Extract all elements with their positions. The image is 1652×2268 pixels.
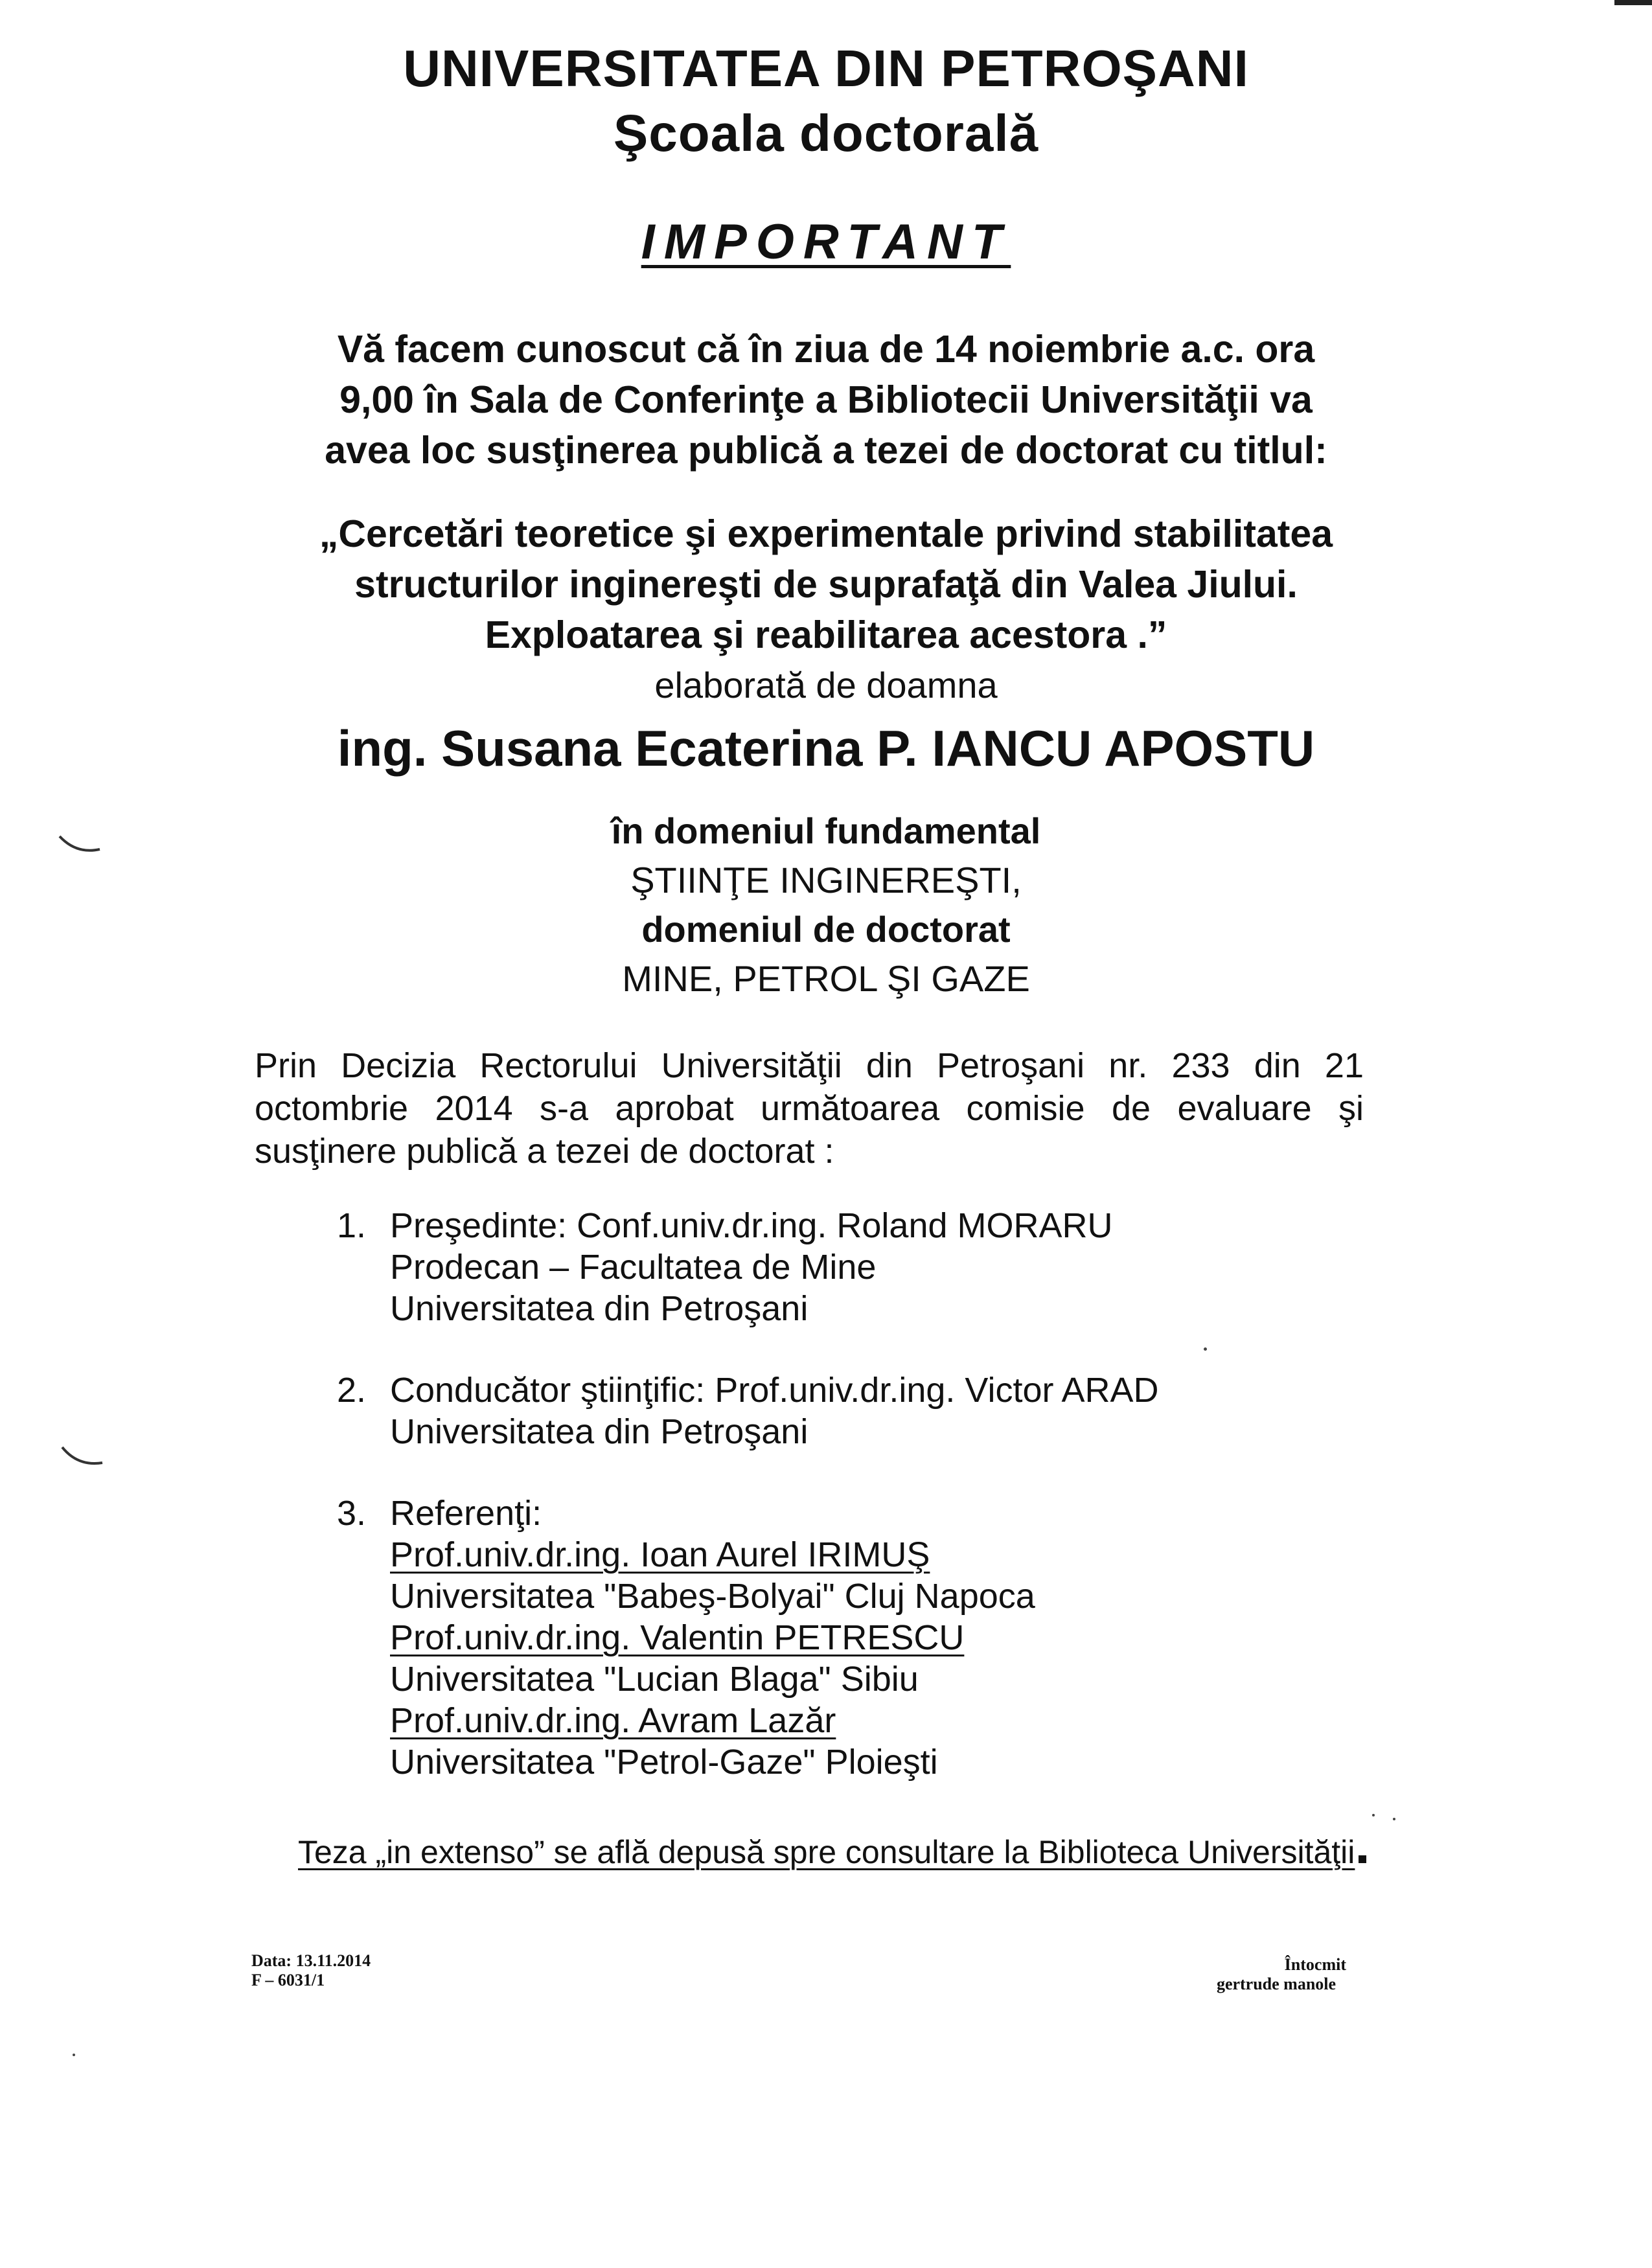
availability-note-text: Teza „in extenso” se află depusă spre consultare la Biblioteca Universităţii [298, 1834, 1355, 1870]
thesis-title-line: Exploatarea şi reabilitarea acestora .” [485, 613, 1167, 656]
president-role: Prodecan – Facultatea de Mine [390, 1248, 877, 1287]
availability-note [298, 1833, 1366, 1871]
university-title: UNIVERSITATEA DIN PETROŞANI [403, 40, 1249, 97]
scan-speck [1393, 1818, 1395, 1820]
referee-name: Prof.univ.dr.ing. Ioan Aurel IRIMUŞ [390, 1535, 930, 1574]
announcement-line: avea loc susţinerea publică a tezei de doctorat cu titlul: [325, 429, 1327, 472]
supervisor-institution: Universitatea din Petroşani [390, 1412, 809, 1451]
referee-name: Prof.univ.dr.ing. Valentin PETRESCU [390, 1618, 965, 1657]
announcement [272, 324, 1380, 475]
prepared-label: Întocmit [1284, 1955, 1346, 1974]
item-number: 1. [337, 1206, 367, 1245]
scan-speck [1204, 1347, 1207, 1351]
domain-block [0, 807, 1652, 1003]
decision-line: octombrie 2014 s-a aprobat următoarea comisie de evaluare şi [255, 1089, 1364, 1128]
committee-list [337, 1205, 1159, 1783]
document-date: Data: 13.11.2014 [251, 1951, 371, 1970]
announcement-line: Vă facem cunoscut că în ziua de 14 noiembrie a.c. ora [337, 328, 1315, 371]
important-heading-wrap [0, 214, 1652, 270]
document-meta-right [1199, 1955, 1354, 1994]
president-line: Preşedinte: Conf.univ.dr.ing. Roland MORARU [390, 1206, 1113, 1245]
document-meta-left [251, 1951, 371, 1990]
referee-institution: Universitatea "Petrol-Gaze" Ploieşti [390, 1743, 938, 1781]
scan-mark [1614, 0, 1652, 5]
item-number: 2. [337, 1371, 367, 1410]
committee-item-supervisor [337, 1369, 1159, 1452]
referee-institution: Universitatea "Lucian Blaga" Sibiu [390, 1660, 919, 1699]
punch-hole-mark [60, 1445, 105, 1471]
doctoral-domain-value: MINE, PETROL ŞI GAZE [622, 958, 1030, 999]
scan-speck [73, 2054, 75, 2056]
decision-line: Prin Decizia Rectorului Universităţii din Petroşani nr. 233 din 21 [255, 1046, 1364, 1085]
school-title: Şcoala doctorală [613, 104, 1039, 162]
supervisor-line: Conducător ştiinţific: Prof.univ.dr.ing. Victor ARAD [390, 1371, 1159, 1410]
prepared-by: gertrude manole [1216, 1975, 1337, 1993]
committee-item-president [337, 1205, 1159, 1329]
referees-heading: Referenţi: [390, 1494, 542, 1533]
thesis-by-label: elaborată de doamna [654, 665, 998, 705]
form-code: F – 6031/1 [251, 1971, 325, 1989]
announcement-line: 9,00 în Sala de Conferinţe a Bibliotecii Universităţii va [339, 378, 1313, 421]
period-mark [1359, 1855, 1366, 1863]
decision-paragraph [255, 1044, 1364, 1173]
item-number: 3. [337, 1494, 367, 1533]
thesis-author: ing. Susana Ecaterina P. IANCU APOSTU [337, 720, 1315, 777]
important-heading: IMPORTANT [641, 214, 1011, 269]
thesis-title [246, 509, 1406, 711]
fundamental-domain-label: în domeniul fundamental [611, 810, 1041, 851]
president-institution: Universitatea din Petroşani [390, 1289, 809, 1328]
thesis-title-line: structurilor inginereşti de suprafaţă din Valea Jiului. [354, 563, 1298, 606]
referee-name: Prof.univ.dr.ing. Avram Lazăr [390, 1701, 836, 1740]
thesis-title-line: „Cercetări teoretice şi experimentale privind stabilitatea [319, 512, 1333, 555]
committee-item-referees [337, 1493, 1159, 1783]
fundamental-domain-value: ŞTIINŢE INGINEREŞTI, [630, 860, 1022, 900]
doctoral-domain-label: domeniul de doctorat [641, 909, 1011, 950]
referee-institution: Universitatea "Babeş-Bolyai" Cluj Napoca [390, 1577, 1035, 1616]
scan-speck [1372, 1814, 1375, 1816]
decision-line: susţinere publică a tezei de doctorat : [255, 1132, 834, 1171]
